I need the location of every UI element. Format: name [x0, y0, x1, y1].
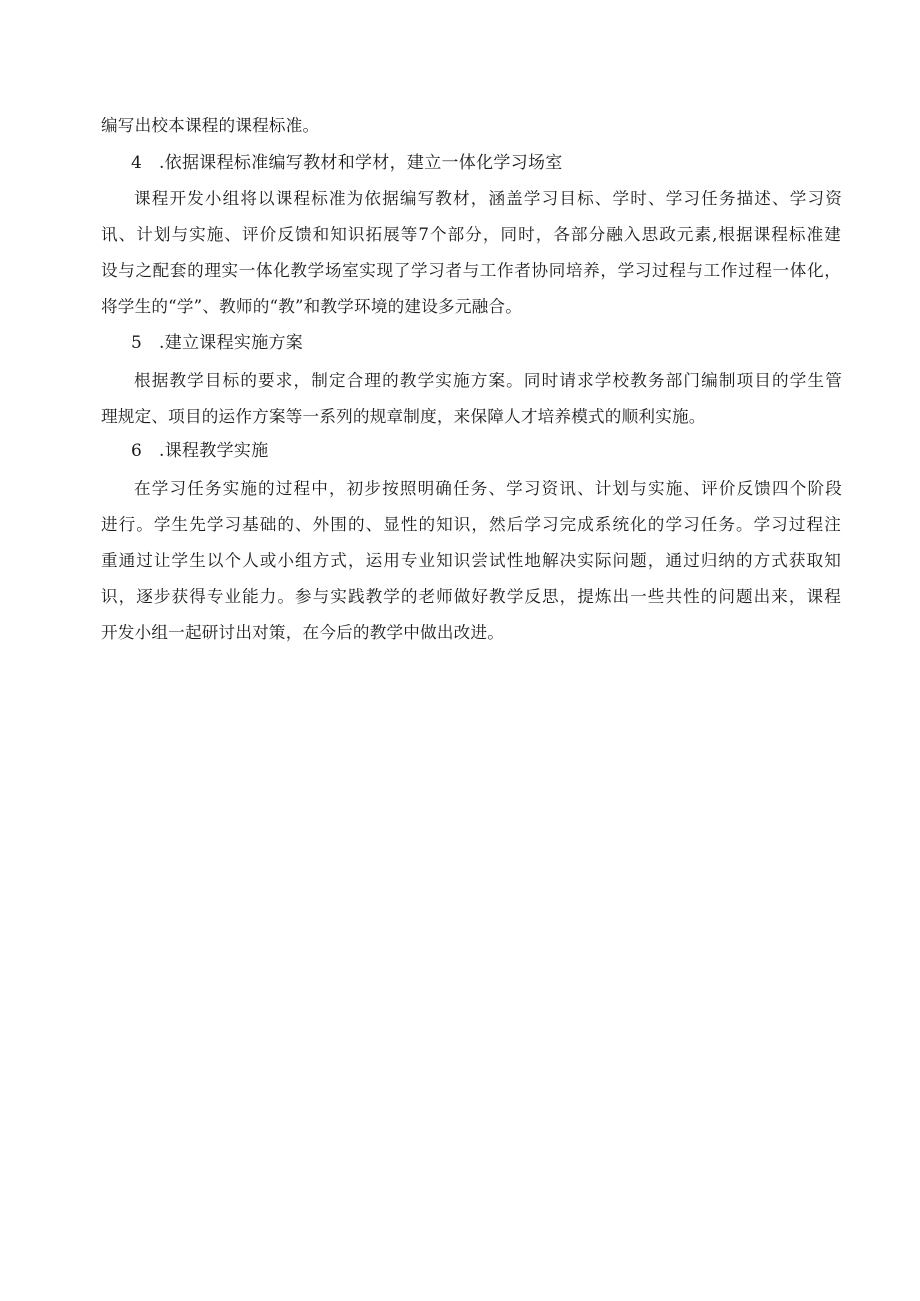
section-4-heading [131, 152, 563, 174]
section-5-title: .建立课程实施方案 [159, 333, 304, 353]
section-6-line-1: 在学习任务实施的过程中，初步按照明确任务、学习资讯、计划与实施、评价反馈四个阶段 [134, 479, 842, 498]
section-4-number: 4 [131, 153, 143, 173]
section-4-line-3: 设与之配套的理实一体化教学场室实现了学习者与工作者协同培养，学习过程与工作过程一体化， [101, 261, 841, 280]
section-6-line-3: 重通过让学生以个人或小组方式，运用专业知识尝试性地解决实际问题，通过归纳的方式获取知 [101, 551, 841, 570]
section-4-line-4: 将学生的“学”、教师的“教”和教学环境的建设多元融合。 [101, 297, 522, 316]
intro-tail-line: 编写出校本课程的课程标准。 [101, 116, 320, 135]
section-4-line-2: 讯、计划与实施、评价反馈和知识拓展等7个部分，同时，各部分融入思政元素,根据课程标准建 [101, 225, 841, 244]
section-6-line-5: 开发小组一起研讨出对策，在今后的教学中做出改进。 [101, 623, 505, 642]
section-5-line-2: 理规定、项目的运作方案等一系列的规章制度，来保障人才培养模式的顺利实施。 [101, 407, 706, 426]
section-5-heading [131, 332, 303, 354]
section-6-line-2: 进行。学生先学习基础的、外围的、显性的知识，然后学习完成系统化的学习任务。学习过程注 [101, 515, 841, 534]
section-5-line-1: 根据教学目标的要求，制定合理的教学实施方案。同时请求学校教务部门编制项目的学生管 [134, 371, 842, 390]
section-6-number: 6 [131, 441, 143, 461]
section-5-number: 5 [131, 333, 143, 353]
section-6-line-4: 识，逐步获得专业能力。参与实践教学的老师做好教学反思，提炼出一些共性的问题出来，课程 [101, 587, 841, 606]
section-6-heading [131, 440, 269, 462]
section-4-line-1: 课程开发小组将以课程标准为依据编写教材，涵盖学习目标、学时、学习任务描述、学习资 [134, 189, 842, 208]
section-4-title: .依据课程标准编写教材和学材，建立一体化学习场室 [159, 153, 563, 173]
section-6-title: .课程教学实施 [159, 441, 269, 461]
